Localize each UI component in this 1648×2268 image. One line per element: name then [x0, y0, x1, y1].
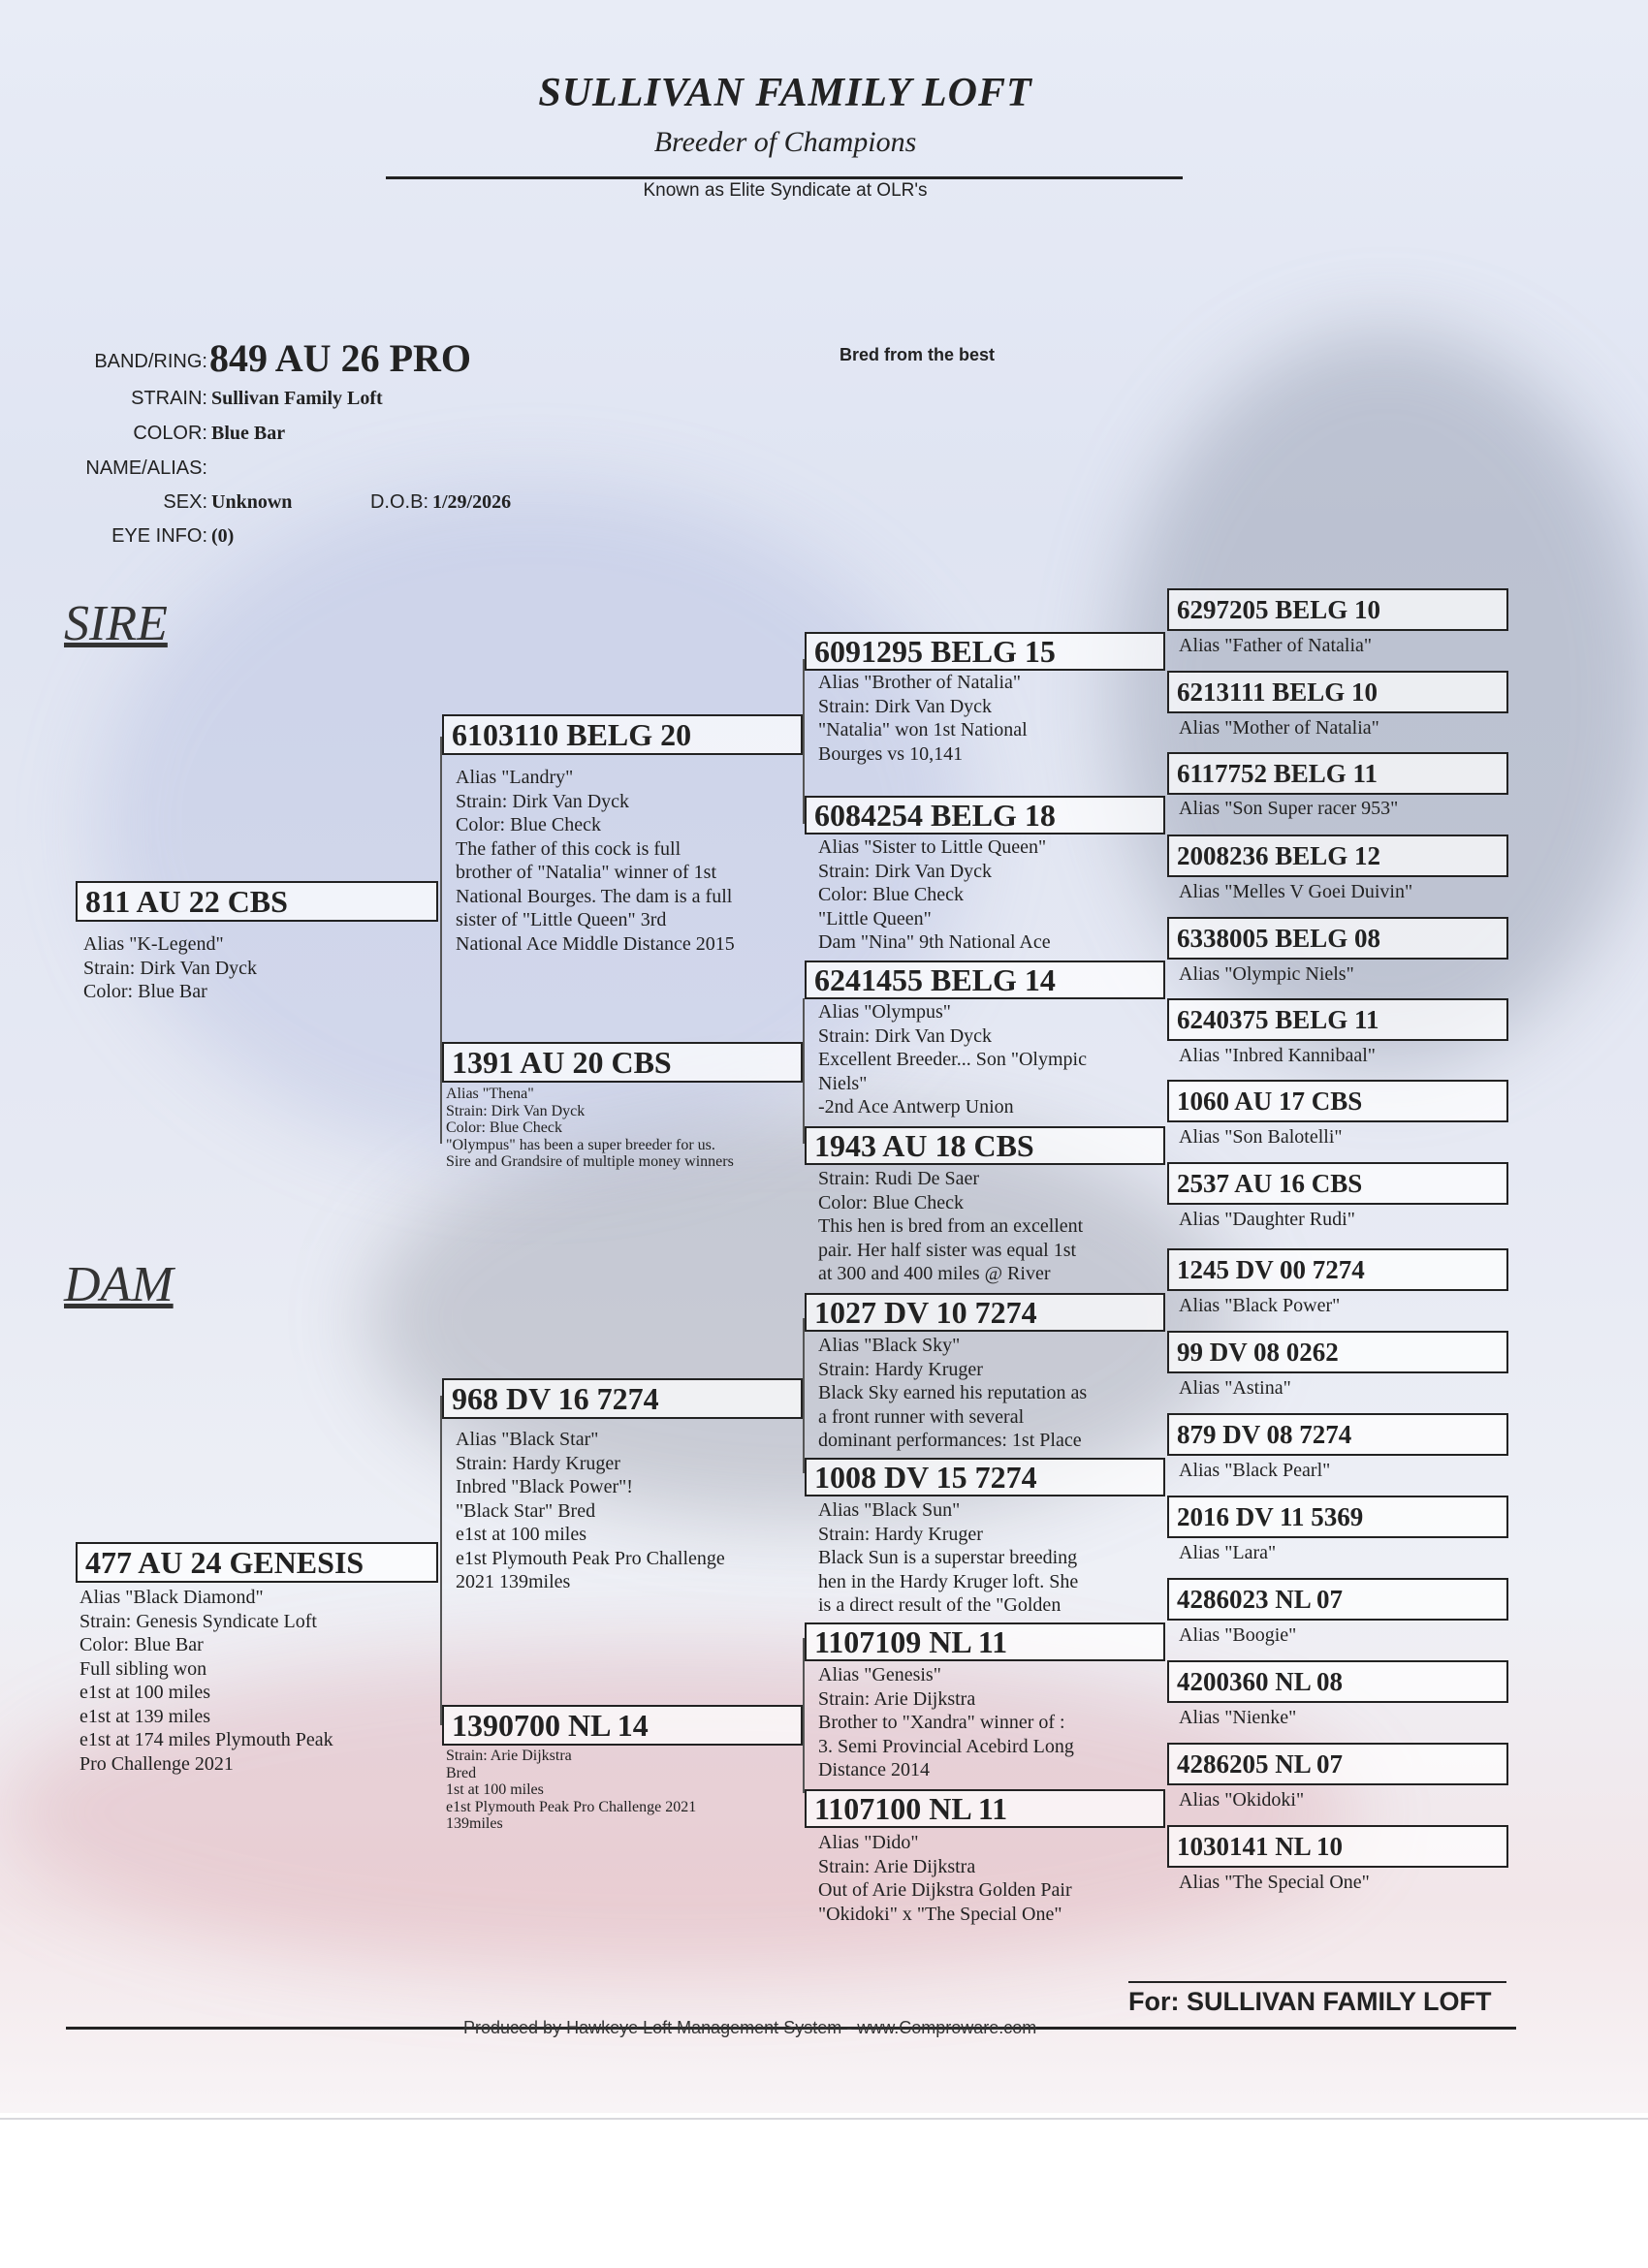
dam-heading: DAM	[64, 1257, 174, 1312]
gen2-info-line: 1st at 100 miles	[446, 1781, 544, 1798]
dam-info-line: Pro Challenge 2021	[79, 1752, 234, 1775]
sire-band-box: 811 AU 22 CBS	[76, 881, 438, 922]
connector-dam-gen2	[440, 1396, 442, 1725]
dam-info-line: e1st at 174 miles Plymouth Peak	[79, 1729, 333, 1750]
gen3-info	[818, 1498, 1078, 1618]
gen3-info-line: dominant performances: 1st Place	[818, 1430, 1082, 1451]
dam-band-box: 477 AU 24 GENESIS	[76, 1542, 438, 1583]
gen3-info-line: "Okidoki" x "The Special One"	[818, 1903, 1062, 1925]
bred-from-note: Bred from the best	[840, 345, 996, 364]
gen3-info	[818, 671, 1028, 766]
gen4-alias: Alias "Son Super racer 953"	[1179, 798, 1399, 819]
sire-info-line: Strain: Dirk Van Dyck	[83, 957, 258, 979]
gen3-info-line: a front runner with several	[818, 1405, 1025, 1428]
gen2-info-line: "Olympus" has been a super breeder for us.	[446, 1136, 715, 1153]
dam-info-line: Full sibling won	[79, 1657, 207, 1680]
sire-info-line: Color: Blue Bar	[83, 981, 207, 1002]
gen4-band-box: 6213111 BELG 10	[1167, 671, 1508, 713]
gen3-info-line: -2nd Ace Antwerp Union	[818, 1096, 1014, 1118]
gen3-info	[818, 1334, 1087, 1453]
gen4-band-box: 6240375 BELG 11	[1167, 998, 1508, 1041]
gen3-info-line: Alias "Brother of Natalia"	[818, 672, 1022, 693]
gen3-band-box: 1008 DV 15 7274	[805, 1458, 1165, 1496]
gen2-info-line: e1st Plymouth Peak Pro Challenge 2021	[446, 1798, 697, 1815]
name-alias-label: NAME/ALIAS:	[85, 457, 207, 479]
gen2-info-line: 2021 139miles	[456, 1571, 571, 1592]
gen3-info-line: Brother to "Xandra" winner of :	[818, 1712, 1065, 1733]
gen3-info-line: This hen is bred from an excellent	[818, 1215, 1084, 1237]
gen4-band-box: 1030141 NL 10	[1167, 1825, 1508, 1868]
gen4-alias: Alias "Mother of Natalia"	[1179, 717, 1379, 739]
gen2-info-line: e1st Plymouth Peak Pro Challenge	[456, 1547, 725, 1569]
gen3-info-line: Strain: Dirk Van Dyck	[818, 1024, 993, 1047]
gen3-info-line: Strain: Dirk Van Dyck	[818, 695, 993, 717]
gen3-info-line: Alias "Olympus"	[818, 1001, 951, 1023]
gen3-band-box: 1943 AU 18 CBS	[805, 1126, 1165, 1165]
strain-label: STRAIN:	[131, 388, 207, 409]
color-value: Blue Bar	[211, 423, 286, 444]
gen3-band-box: 1107100 NL 11	[805, 1789, 1165, 1828]
gen3-info-line: Alias "Sister to Little Queen"	[818, 836, 1047, 858]
gen3-info-line: Alias "Dido"	[818, 1832, 919, 1853]
gen2-band-box: 1390700 NL 14	[442, 1705, 803, 1746]
gen4-alias: Alias "Boogie"	[1179, 1624, 1297, 1646]
gen2-info-line: The father of this cock is full	[456, 837, 681, 860]
gen4-alias: Alias "Melles V Goei Duivin"	[1179, 881, 1413, 902]
gen4-band-box: 99 DV 08 0262	[1167, 1331, 1508, 1373]
scan-margin	[0, 2113, 1648, 2268]
gen3-info	[818, 835, 1051, 955]
gen3-info-line: "Little Queen"	[818, 907, 932, 929]
gen2-info	[456, 1428, 725, 1594]
gen3-info-line: pair. Her half sister was equal 1st	[818, 1239, 1077, 1261]
produced-by-label: Produced by Hawkeye Loft Management System - www.Comproware.com	[463, 2018, 1037, 2037]
gen4-band-box: 4286205 NL 07	[1167, 1743, 1508, 1785]
gen2-band-box: 6103110 BELG 20	[442, 714, 803, 755]
band-value: 849 AU 26 PRO	[209, 336, 471, 380]
gen4-band-box: 2537 AU 16 CBS	[1167, 1162, 1508, 1205]
connector-g2d	[803, 1638, 805, 1793]
gen3-info-line: Alias "Black Sky"	[818, 1335, 961, 1356]
header-divider	[386, 176, 1183, 179]
gen2-info-line: Sire and Grandsire of multiple money winners	[446, 1153, 734, 1170]
gen2-info	[446, 1748, 696, 1833]
loft-subtitle: Breeder of Champions	[653, 126, 917, 158]
gen4-alias: Alias "Okidoki"	[1179, 1789, 1305, 1811]
gen4-alias: Alias "Daughter Rudi"	[1179, 1209, 1355, 1230]
gen2-info-line: Strain: Dirk Van Dyck	[446, 1102, 586, 1119]
sire-info	[83, 932, 257, 1004]
loft-title: SULLIVAN FAMILY LOFT	[538, 71, 1032, 115]
gen3-band-box: 6091295 BELG 15	[805, 632, 1165, 671]
gen4-band-box: 1060 AU 17 CBS	[1167, 1080, 1508, 1122]
gen3-info-line: Dam "Nina" 9th National Ace	[818, 931, 1051, 953]
gen2-info-line: Alias "Landry"	[456, 767, 574, 788]
gen2-info-line: Inbred "Black Power"!	[456, 1476, 633, 1497]
dam-info	[79, 1586, 333, 1776]
gen4-alias: Alias "Black Pearl"	[1179, 1460, 1331, 1481]
gen2-info-line: 139miles	[446, 1815, 503, 1832]
gen3-info-line: Bourges vs 10,141	[818, 742, 964, 765]
gen3-info-line: Excellent Breeder... Son "Olympic	[818, 1049, 1087, 1070]
eye-info-label: EYE INFO:	[111, 525, 207, 547]
gen2-info	[456, 766, 735, 956]
gen3-info-line: Black Sun is a superstar breeding	[818, 1547, 1078, 1568]
gen3-info-line: Black Sky earned his reputation as	[818, 1382, 1088, 1403]
loft-note: Known as Elite Syndicate at OLR's	[643, 180, 928, 201]
gen2-info	[446, 1086, 734, 1171]
gen4-band-box: 6117752 BELG 11	[1167, 752, 1508, 795]
gen3-info-line: Strain: Dirk Van Dyck	[818, 860, 993, 882]
gen4-alias: Alias "Black Power"	[1179, 1295, 1341, 1316]
footer-for-text: For: SULLIVAN FAMILY LOFT	[1128, 1987, 1492, 2016]
gen3-info	[818, 1000, 1087, 1119]
dob-label: D.O.B:	[369, 491, 428, 513]
dam-info-line: e1st at 139 miles	[79, 1705, 210, 1727]
gen4-band-box: 2016 DV 11 5369	[1167, 1496, 1508, 1538]
eye-info-value: (0)	[211, 525, 235, 547]
gen3-info-line: Out of Arie Dijkstra Golden Pair	[818, 1879, 1072, 1901]
gen2-info-line: Alias "Thena"	[446, 1086, 534, 1102]
gen3-info-line: Niels"	[818, 1072, 868, 1094]
gen3-info-line: hen in the Hardy Kruger loft. She	[818, 1570, 1079, 1592]
gen3-info	[818, 1663, 1074, 1782]
gen2-info-line: sister of "Little Queen" 3rd	[456, 909, 667, 930]
sex-value: Unknown	[211, 491, 293, 513]
gen2-info-line: Bred	[446, 1764, 477, 1781]
gen4-band-box: 6338005 BELG 08	[1167, 917, 1508, 960]
gen3-info-line: Color: Blue Check	[818, 1191, 964, 1213]
gen4-band-box: 2008236 BELG 12	[1167, 835, 1508, 877]
gen4-band-box: 4200360 NL 08	[1167, 1660, 1508, 1703]
gen3-info-line: "Natalia" won 1st National	[818, 719, 1028, 740]
gen2-info-line: Strain: Dirk Van Dyck	[456, 790, 630, 812]
dam-info-line: Alias "Black Diamond"	[79, 1587, 264, 1608]
gen3-info-line: is a direct result of the "Golden	[818, 1594, 1062, 1616]
dob-value: 1/29/2026	[432, 491, 512, 513]
gen4-band-box: 1245 DV 00 7274	[1167, 1248, 1508, 1291]
sex-label: SEX:	[163, 491, 207, 513]
gen2-info-line: Strain: Arie Dijkstra	[446, 1748, 572, 1764]
gen4-band-box: 879 DV 08 7274	[1167, 1413, 1508, 1456]
gen2-info-line: brother of "Natalia" winner of 1st	[456, 862, 717, 883]
gen4-alias: Alias "Father of Natalia"	[1179, 635, 1373, 656]
gen3-info-line: 3. Semi Provincial Acebird Long	[818, 1735, 1074, 1757]
gen4-band-box: 6297205 BELG 10	[1167, 588, 1508, 631]
gen3-info-line: Strain: Hardy Kruger	[818, 1358, 983, 1380]
gen3-band-box: 6084254 BELG 18	[805, 796, 1165, 835]
gen2-info-line: National Ace Middle Distance 2015	[456, 932, 735, 955]
scan-edge-line	[0, 2118, 1648, 2120]
gen2-info-line: e1st at 100 miles	[456, 1524, 586, 1545]
dam-info-line: Strain: Genesis Syndicate Loft	[79, 1610, 317, 1632]
gen2-info-line: National Bourges. The dam is a full	[456, 885, 733, 907]
gen4-alias: Alias "Nienke"	[1179, 1707, 1297, 1728]
strain-value: Sullivan Family Loft	[211, 388, 383, 409]
gen2-info-line: Color: Blue Check	[456, 814, 601, 835]
gen3-info-line: Strain: Hardy Kruger	[818, 1523, 983, 1545]
gen3-info-line: at 300 and 400 miles @ River	[818, 1263, 1051, 1284]
gen2-info-line: Strain: Hardy Kruger	[456, 1452, 620, 1474]
gen3-info-line: Alias "Genesis"	[818, 1664, 941, 1685]
gen2-band-box: 1391 AU 20 CBS	[442, 1042, 803, 1083]
gen4-alias: Alias "The Special One"	[1179, 1872, 1370, 1893]
gen4-alias: Alias "Lara"	[1179, 1542, 1277, 1563]
dam-info-line: e1st at 100 miles	[79, 1682, 210, 1703]
gen3-info-line: Alias "Black Sun"	[818, 1499, 961, 1521]
gen3-band-box: 6241455 BELG 14	[805, 961, 1165, 999]
gen4-alias: Alias "Astina"	[1179, 1377, 1291, 1399]
gen3-info-line: Color: Blue Check	[818, 884, 964, 905]
gen4-alias: Alias "Olympic Niels"	[1179, 963, 1354, 985]
gen3-info-line: Strain: Arie Dijkstra	[818, 1687, 976, 1710]
connector-g2b	[803, 998, 805, 1144]
gen3-info-line: Strain: Rudi De Saer	[818, 1168, 980, 1189]
connector-sire-gen2	[440, 737, 442, 1144]
gen2-band-box: 968 DV 16 7274	[442, 1378, 803, 1419]
gen2-info-line: "Black Star" Bred	[456, 1499, 596, 1522]
connector-g2c	[803, 1318, 805, 1473]
sire-heading: SIRE	[64, 596, 168, 651]
gen3-band-box: 1107109 NL 11	[805, 1622, 1165, 1661]
gen4-alias: Alias "Inbred Kannibaal"	[1179, 1045, 1376, 1066]
gen4-alias: Alias "Son Balotelli"	[1179, 1126, 1343, 1148]
gen3-info-line: Distance 2014	[818, 1759, 930, 1780]
band-label: BAND/RING:	[94, 351, 207, 372]
gen3-band-box: 1027 DV 10 7274	[805, 1293, 1165, 1332]
gen2-info-line: Alias "Black Star"	[456, 1429, 599, 1450]
gen3-info-line: Strain: Arie Dijkstra	[818, 1855, 976, 1877]
gen3-info	[818, 1167, 1083, 1286]
produced-by-text	[463, 2018, 1036, 2038]
color-label: COLOR:	[133, 423, 207, 444]
footer-signature-line	[1128, 1981, 1506, 1983]
sire-info-line: Alias "K-Legend"	[83, 933, 224, 955]
gen4-band-box: 4286023 NL 07	[1167, 1578, 1508, 1621]
gen2-info-line: Color: Blue Check	[446, 1119, 562, 1136]
gen3-info	[818, 1831, 1072, 1926]
dam-info-line: Color: Blue Bar	[79, 1634, 204, 1655]
